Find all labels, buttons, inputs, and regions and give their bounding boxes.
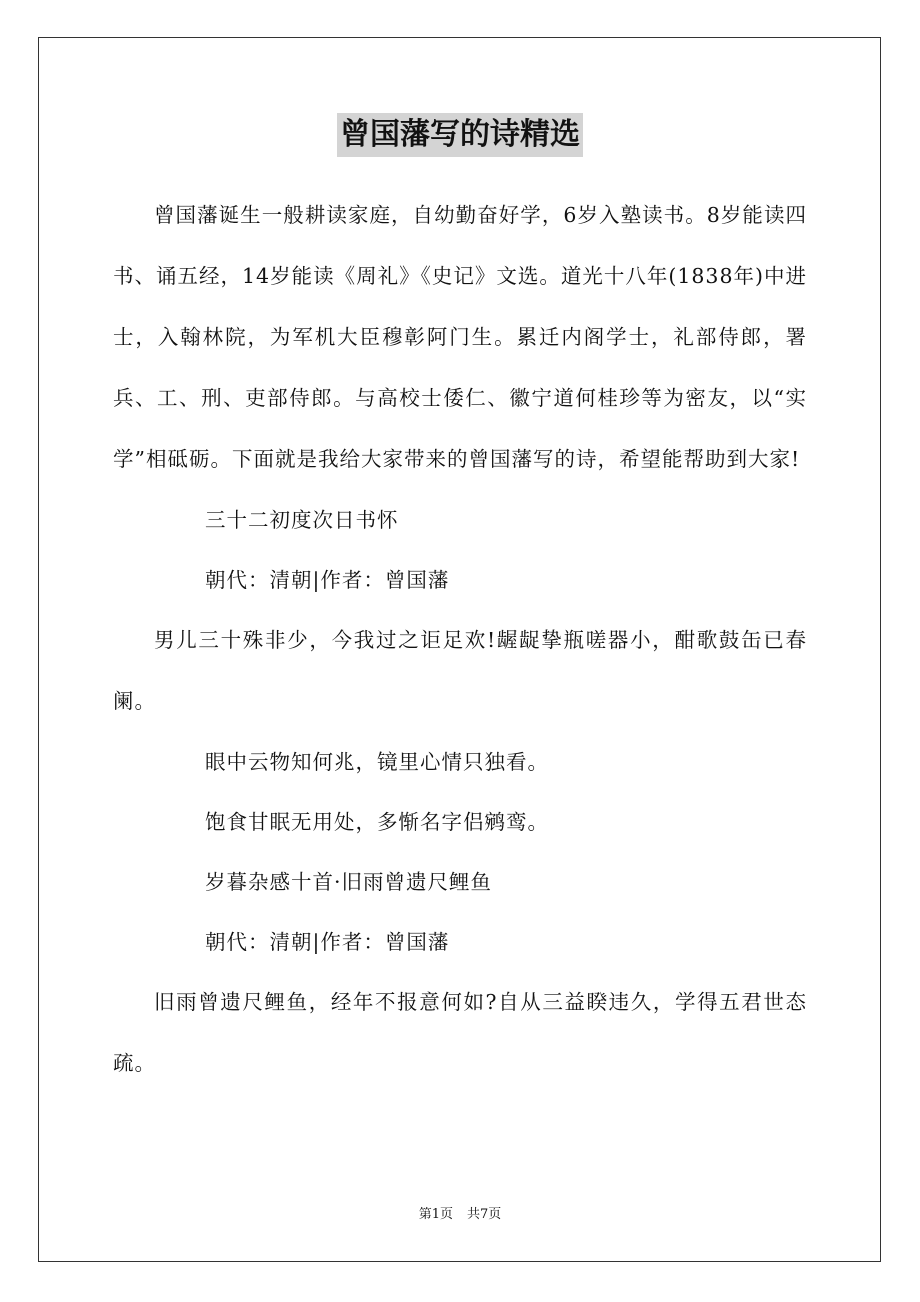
document-title: 曾国藩写的诗精选 (337, 113, 583, 157)
title-container (0, 113, 920, 157)
poem2-meta: 朝代：清朝|作者：曾国藩 (205, 930, 450, 954)
page-footer (0, 1206, 920, 1224)
poem2-title: 岁暮杂感十首·旧雨曾遗尺鲤鱼 (205, 870, 493, 894)
poem1-meta: 朝代：清朝|作者：曾国藩 (205, 568, 450, 592)
poem1-title: 三十二初度次日书怀 (205, 508, 399, 532)
poem1-line-3: 饱食甘眠无用处，多惭名字侣鹓鸾。 (205, 810, 549, 834)
poem1-line-2: 眼中云物知何兆，镜里心情只独看。 (205, 750, 549, 774)
intro-paragraph: 曾国藩诞生一般耕读家庭，自幼勤奋好学，6岁入塾读书。8岁能读四书、诵五经，14岁能读《周礼》《史记》文选。道光十八年(1838年)中进士，入翰林院，为军机大臣穆彰阿门生。累迁内阁学士，礼部侍郎，署兵、工、刑、吏部侍郎。与高校士倭仁、徽宁道何桂珍等为密友，以“实学”相砥砺。下面就是我给大家带来的曾国藩写的诗，希望能帮助到大家! (113, 203, 808, 471)
page-total: 共7页 (467, 1207, 502, 1222)
poem2-stanza: 旧雨曾遗尺鲤鱼，经年不报意何如?自从三益睽违久，学得五君世态疏。 (113, 990, 807, 1075)
page-number: 第1页 (418, 1207, 453, 1222)
document-body (113, 185, 807, 1094)
poem1-stanza: 男儿三十殊非少，今我过之讵足欢!龌龊挚瓶嗟器小，酣歌鼓缶已春阑。 (113, 628, 807, 713)
